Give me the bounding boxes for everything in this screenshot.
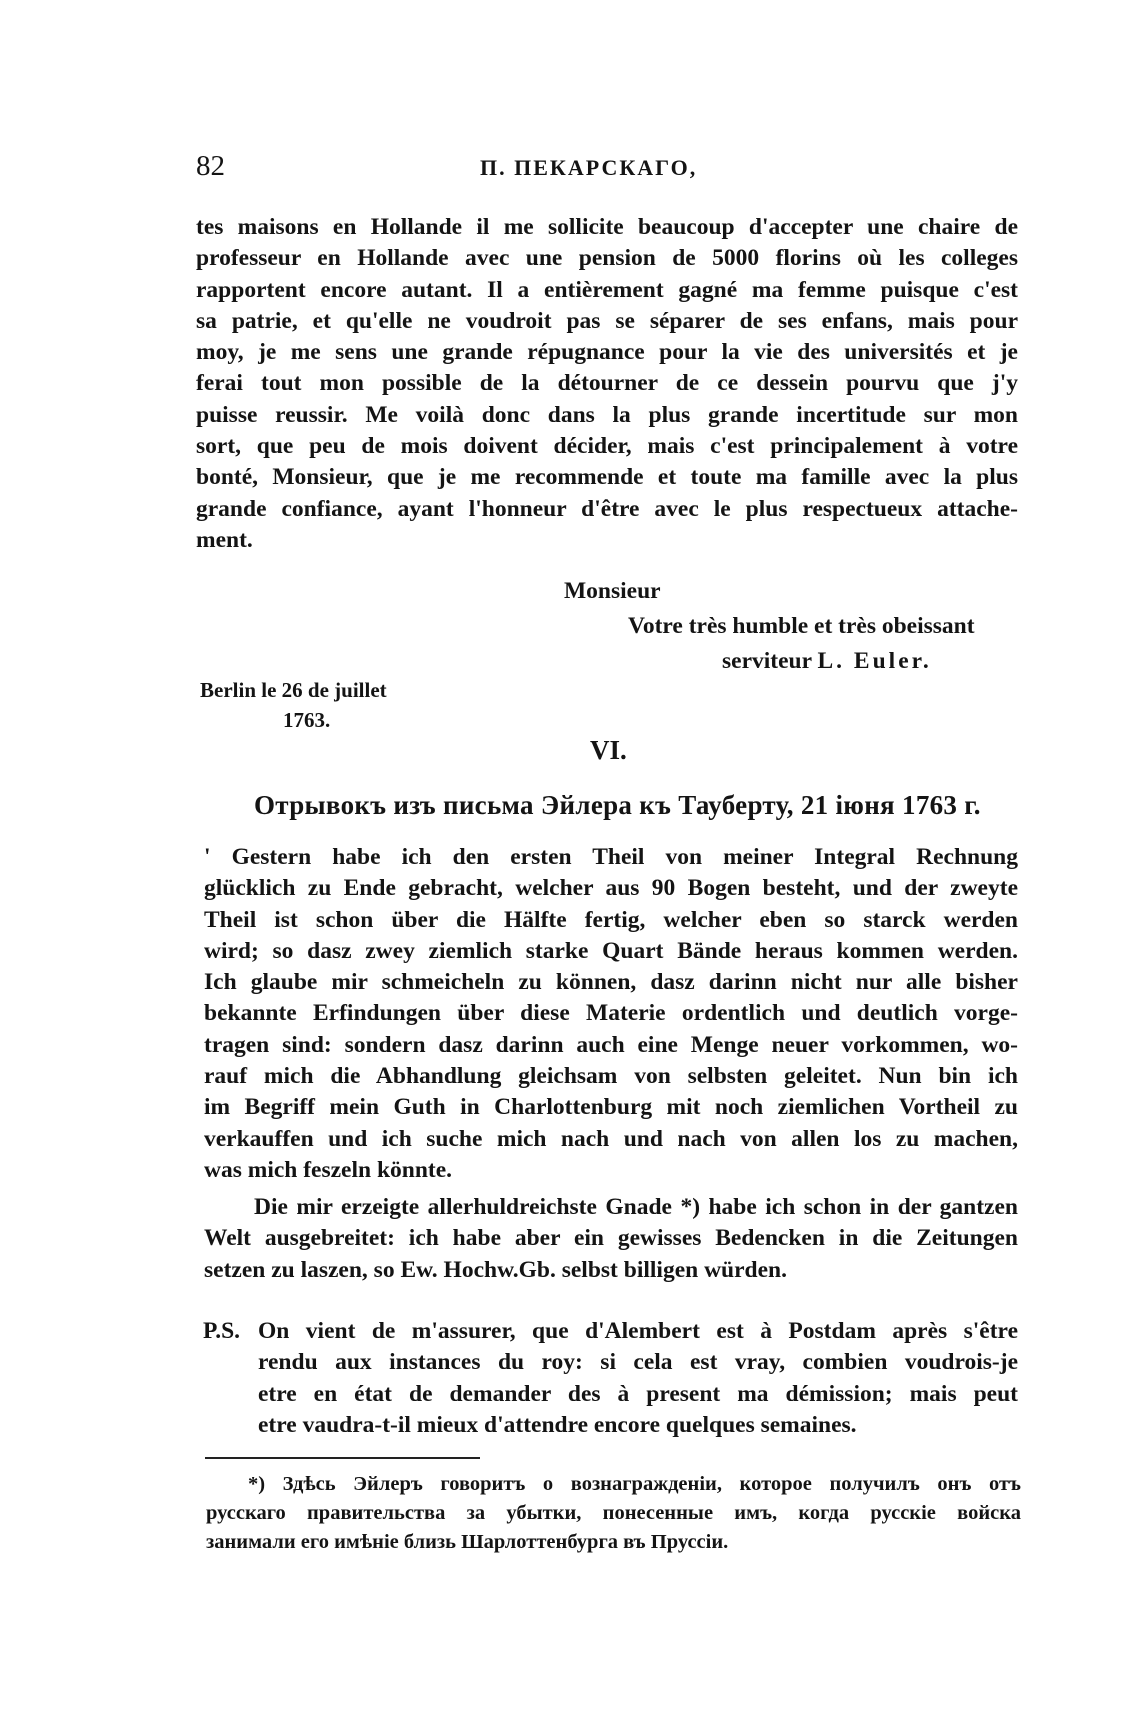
text-line: bonté, Monsieur, que je me recommende et toute ma famille avec la plus	[196, 464, 1018, 491]
text-line: professeur en Hollande avec une pension de 5000 florins où les colleges	[196, 245, 1018, 272]
text-line: rapportent encore autant. Il a entièrement gagné ma femme puisque c'est	[196, 276, 1018, 303]
signature-name: L. Euler.	[817, 648, 932, 674]
german-paragraph-1	[204, 842, 1018, 1186]
text-line: im Begriff mein Guth in Charlottenburg mit noch ziemlichen Vortheil zu	[204, 1094, 1018, 1121]
dateline-place-date: Berlin le 26 de juillet	[200, 678, 387, 702]
text-line: Die mir erzeigte allerhuldreichste Gnade *) habe ich schon in der gantzen	[254, 1194, 1018, 1220]
text-line: ' Gestern habe ich den ersten Theil von meiner Integral Rechnung	[204, 844, 1018, 870]
text-line: tragen sind: sondern dasz darinn auch eine Menge neuer vorkommen, wo-	[204, 1031, 1018, 1058]
footnote	[206, 1470, 1021, 1557]
postscript-text	[258, 1316, 1018, 1441]
text-line: Ich glaube mir schmeicheln zu können, dasz darinn nicht nur alle bisher	[204, 969, 1018, 996]
text-line: русскаго правительства за убытки, понесенные имъ, когда русскіе войска	[206, 1502, 1021, 1524]
postscript-label: P.S.	[203, 1318, 241, 1344]
text-line: Welt ausgebreitet: ich habe aber ein gewisses Bedencken in die Zeitungen	[204, 1225, 1018, 1252]
section-number: VI.	[590, 735, 627, 765]
closing-signature	[722, 648, 932, 675]
text-line: verkauffen und ich suche mich nach und nach von allen los zu machen,	[204, 1125, 1018, 1152]
text-line: moy, je me sens une grande répugnance pour la vie des universités et je	[196, 339, 1018, 366]
text-line: занимали его имѣніе близь Шарлоттенбурга въ Пруссіи.	[206, 1531, 729, 1553]
text-line: grande confiance, ayant l'honneur d'être avec le plus respectueux attache-	[196, 495, 1018, 522]
footnote-divider	[205, 1457, 480, 1459]
text-line: bekannte Erfindungen über diese Materie ordentlich und deutlich vorge-	[204, 1000, 1018, 1027]
text-line: On vient de m'assurer, que d'Alembert est à Postdam après s'être	[258, 1318, 1018, 1344]
text-line: rendu aux instances du roy: si cela est vray, combien voudrois-je	[258, 1349, 1018, 1376]
text-line: ment.	[196, 526, 253, 553]
text-line: wird; so dasz zwey ziemlich starke Quart Bände heraus kommen werden.	[204, 937, 1018, 964]
running-title: П. ПЕКАРСКАГО,	[480, 155, 698, 180]
text-line: glücklich zu Ende gebracht, welcher aus 90 Bogen besteht, und der zweyte	[204, 875, 1018, 902]
text-line: Theil ist schon über die Hälfte fertig, welcher eben so starck werden	[204, 906, 1018, 933]
text-line: puisse reussir. Me voilà donc dans la plus grande incertitude sur mon	[196, 401, 1018, 428]
text-line: tes maisons en Hollande il me sollicite beaucoup d'accepter une chaire de	[196, 214, 1018, 240]
closing-formula: Votre très humble et très obeissant	[628, 613, 975, 639]
text-line: rauf mich die Abhandlung gleichsam von selbsten geleitet. Nun bin ich	[204, 1063, 1018, 1090]
text-line: sort, que peu de mois doivent décider, mais c'est principalement à votre	[196, 433, 1018, 460]
text-line: was mich feszeln könnte.	[204, 1156, 453, 1183]
closing-salutation: Monsieur	[564, 578, 661, 604]
text-line: ferai tout mon possible de la détourner de ce dessein pourvu que j'y	[196, 370, 1018, 397]
text-line: setzen zu laszen, so Ew. Hochw.Gb. selbst billigen würden.	[204, 1256, 787, 1283]
text-line: etre en état de demander des à present ma démission; mais peut	[258, 1380, 1018, 1407]
text-line: etre vaudra-t-il mieux d'attendre encore quelques semaines.	[258, 1411, 857, 1438]
dateline-year: 1763.	[283, 708, 331, 732]
section-heading: Отрывокъ изъ письма Эйлера къ Тауберту, 21 іюня 1763 г.	[254, 790, 981, 820]
text-line: *) Здѣсь Эйлеръ говоритъ о вознагражденіи, которое получилъ онъ отъ	[248, 1473, 1021, 1495]
german-paragraph-2	[204, 1192, 1018, 1286]
signature-prefix: serviteur	[722, 648, 812, 674]
text-line: sa patrie, et qu'elle ne voudroit pas se séparer de ses enfans, mais pour	[196, 307, 1018, 334]
letter-body	[196, 212, 1018, 556]
page-number: 82	[196, 150, 225, 182]
